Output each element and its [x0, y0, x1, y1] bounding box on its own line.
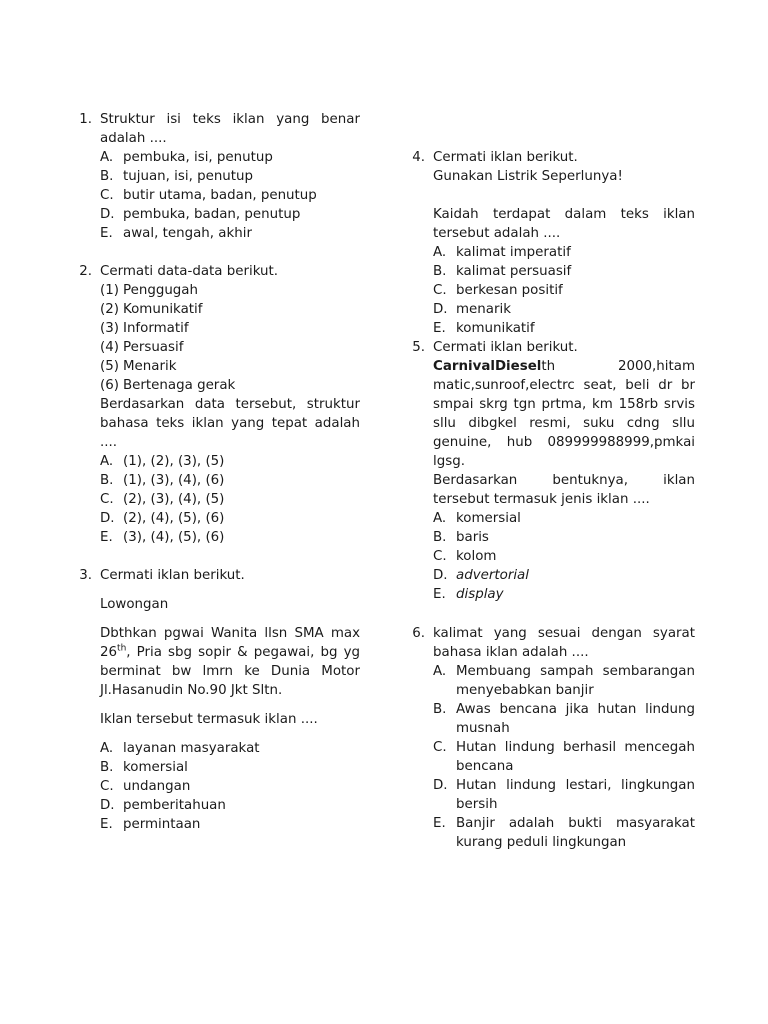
option-d[interactable] — [100, 205, 360, 224]
option-d[interactable] — [100, 796, 360, 815]
question-prompt: .... — [100, 435, 118, 450]
option-text: menarik — [456, 302, 511, 317]
question-number: 2. — [79, 264, 92, 279]
question-number: 1. — [79, 112, 92, 127]
data-item-text: Penggugah — [123, 283, 199, 298]
option-letter: D. — [433, 302, 448, 317]
question-prompt: tersebut termasuk jenis iklan .... — [433, 492, 650, 507]
data-item-label: (6) — [100, 378, 119, 393]
question-prompt: tersebut adalah .... — [433, 226, 561, 241]
option-text: komunikatif — [456, 321, 535, 336]
option-e[interactable] — [433, 585, 695, 604]
option-text: (1), (2), (3), (5) — [123, 454, 225, 469]
data-item — [100, 357, 360, 376]
option-b[interactable] — [100, 167, 360, 186]
option-c[interactable] — [433, 547, 695, 566]
option-d[interactable] — [433, 566, 695, 585]
data-item-label: (1) — [100, 283, 119, 298]
option-text: awal, tengah, akhir — [123, 226, 252, 241]
option-text: kalimat persuasif — [456, 264, 572, 279]
ad-line-rest: 2000,hitam — [617, 359, 695, 374]
option-text: undangan — [123, 779, 191, 794]
option-text: pembuka, badan, penutup — [123, 207, 301, 222]
ad-text: Gunakan Listrik Seperlunya! — [433, 169, 623, 184]
question-stem: Struktur isi teks iklan yang benar — [100, 112, 360, 127]
option-text: kalimat imperatif — [456, 245, 571, 260]
question-stem: kalimat yang sesuai dengan syarat — [433, 626, 695, 641]
option-text: (1), (3), (4), (6) — [123, 473, 225, 488]
option-e[interactable] — [433, 319, 695, 338]
question-number: 5. — [412, 340, 425, 355]
option-a[interactable] — [433, 662, 695, 700]
option-text: butir utama, badan, penutup — [123, 188, 317, 203]
ad-line-rest: th — [541, 359, 556, 374]
option-text: (2), (4), (5), (6) — [123, 511, 225, 526]
option-letter: B. — [433, 530, 447, 545]
option-text: kolom — [456, 549, 497, 564]
option-text: komersial — [456, 511, 521, 526]
option-letter: A. — [100, 150, 114, 165]
option-text: Hutan lindung lestari, lingkungan bersih — [456, 778, 695, 812]
ad-brand: CarnivalDiesel — [433, 359, 542, 374]
option-text: baris — [456, 530, 489, 545]
option-c[interactable] — [433, 738, 695, 776]
question-prompt: Kaidah terdapat dalam teks iklan — [433, 207, 695, 222]
option-letter: D. — [100, 798, 115, 813]
option-text: layanan masyarakat — [123, 741, 260, 756]
option-c[interactable] — [100, 777, 360, 796]
question-stem: Cermati iklan berikut. — [100, 568, 245, 583]
option-text: pemberitahuan — [123, 798, 226, 813]
question-prompt: Iklan tersebut termasuk iklan .... — [100, 712, 318, 727]
ad-line: smpai skrg tgn prtma, km 158rb srvis — [433, 397, 695, 412]
question-prompt: Berdasarkan bentuknya, iklan — [433, 473, 695, 488]
option-letter: E. — [100, 817, 113, 832]
data-item — [100, 300, 360, 319]
option-letter: C. — [433, 283, 447, 298]
question-stem: adalah .... — [100, 131, 167, 146]
option-text: Hutan lindung berhasil mencegah bencana — [456, 740, 695, 774]
option-text: tujuan, isi, penutup — [123, 169, 254, 184]
option-letter: D. — [433, 568, 448, 583]
option-text: (3), (4), (5), (6) — [123, 530, 225, 545]
option-letter: B. — [433, 264, 447, 279]
option-c[interactable] — [100, 490, 360, 509]
data-item-text: Menarik — [123, 359, 177, 374]
data-item-label: (3) — [100, 321, 119, 336]
question-stem: Cermati iklan berikut. — [433, 340, 578, 355]
data-item-label: (2) — [100, 302, 119, 317]
option-letter: D. — [433, 778, 448, 793]
question-number: 6. — [412, 626, 425, 641]
option-letter: C. — [100, 779, 114, 794]
option-text: permintaan — [123, 817, 201, 832]
question-number: 4. — [412, 150, 425, 165]
option-a[interactable] — [100, 452, 360, 471]
ad-line: genuine, hub 089999988999,pmkai — [433, 435, 695, 450]
ad-line: Jl.Hasanudin No.90 Jkt Sltn. — [100, 683, 283, 698]
option-b[interactable] — [100, 471, 360, 490]
option-text: berkesan positif — [456, 283, 563, 298]
ad-line: lgsg. — [433, 454, 465, 469]
option-letter: C. — [433, 740, 447, 755]
data-item-label: (5) — [100, 359, 119, 374]
data-item — [100, 319, 360, 338]
option-b[interactable] — [433, 262, 695, 281]
option-e[interactable] — [100, 224, 360, 243]
option-letter: A. — [433, 245, 447, 260]
ad-text — [100, 624, 360, 700]
data-item — [100, 281, 360, 300]
ad-line: berminat bw lmrn ke Dunia Motor — [100, 664, 360, 679]
option-a[interactable] — [100, 148, 360, 167]
option-text: (2), (3), (4), (5) — [123, 492, 225, 507]
option-letter: E. — [100, 226, 113, 241]
option-letter: A. — [100, 741, 114, 756]
option-e[interactable] — [100, 815, 360, 834]
option-e[interactable] — [100, 528, 360, 547]
question-stem: Cermati data-data berikut. — [100, 264, 279, 279]
option-letter: B. — [100, 760, 114, 775]
option-letter: C. — [433, 549, 447, 564]
option-letter: E. — [433, 321, 446, 336]
option-a[interactable] — [100, 739, 360, 758]
question-stem: bahasa iklan adalah .... — [433, 645, 589, 660]
option-text: Banjir adalah bukti masyarakat kurang peduli lingkungan — [456, 816, 695, 850]
option-letter: E. — [100, 530, 113, 545]
data-item — [100, 376, 360, 395]
option-a[interactable] — [433, 243, 695, 262]
ad-line: Dbthkan pgwai Wanita llsn SMA max — [100, 626, 360, 641]
option-letter: D. — [100, 511, 115, 526]
option-b[interactable] — [100, 758, 360, 777]
ad-number: 26 — [100, 645, 118, 660]
option-c[interactable] — [100, 186, 360, 205]
option-d[interactable] — [433, 776, 695, 814]
option-letter: E. — [433, 816, 446, 831]
option-b[interactable] — [433, 528, 695, 547]
data-item-text: Bertenaga gerak — [123, 378, 236, 393]
option-text: pembuka, isi, penutup — [123, 150, 273, 165]
data-item-text: Komunikatif — [123, 302, 203, 317]
data-item-label: (4) — [100, 340, 119, 355]
option-letter: E. — [433, 587, 446, 602]
option-letter: D. — [100, 207, 115, 222]
option-letter: B. — [100, 473, 114, 488]
option-d[interactable] — [433, 300, 695, 319]
option-d[interactable] — [100, 509, 360, 528]
ad-line — [100, 643, 360, 662]
question-stem: Cermati iklan berikut. — [433, 150, 578, 165]
data-item-text: Persuasif — [123, 340, 184, 355]
option-letter: C. — [100, 188, 114, 203]
option-letter: A. — [100, 454, 114, 469]
option-letter: A. — [433, 511, 447, 526]
option-b[interactable] — [433, 700, 695, 738]
option-letter: B. — [100, 169, 114, 184]
data-item — [100, 338, 360, 357]
ad-line — [433, 357, 695, 376]
option-c[interactable] — [433, 281, 695, 300]
option-e[interactable] — [433, 814, 695, 852]
option-letter: C. — [100, 492, 114, 507]
option-text: Awas bencana jika hutan lindung musnah — [456, 702, 695, 736]
option-a[interactable] — [433, 509, 695, 528]
question-number: 3. — [79, 568, 92, 583]
ad-line: sllu dibgkel resmi, suku cdng sllu — [433, 416, 695, 431]
question-prompt: Berdasarkan data tersebut, struktur — [100, 397, 360, 412]
option-text: display — [456, 587, 504, 602]
option-text: komersial — [123, 760, 188, 775]
question-prompt: bahasa teks iklan yang tepat adalah — [100, 416, 360, 431]
option-text: Membuang sampah sembarangan menyebabkan banjir — [456, 664, 695, 698]
ad-line-rest: , Pria sbg sopir & pegawai, bg yg — [126, 645, 360, 660]
ad-title: Lowongan — [100, 597, 169, 612]
option-letter: B. — [433, 702, 447, 717]
option-text: advertorial — [456, 568, 529, 583]
ad-superscript: th — [117, 643, 127, 654]
option-letter: A. — [433, 664, 447, 679]
ad-line: matic,sunroof,electrc seat, beli dr br — [433, 378, 695, 393]
data-item-text: Informatif — [123, 321, 189, 336]
ad-text — [433, 357, 695, 471]
